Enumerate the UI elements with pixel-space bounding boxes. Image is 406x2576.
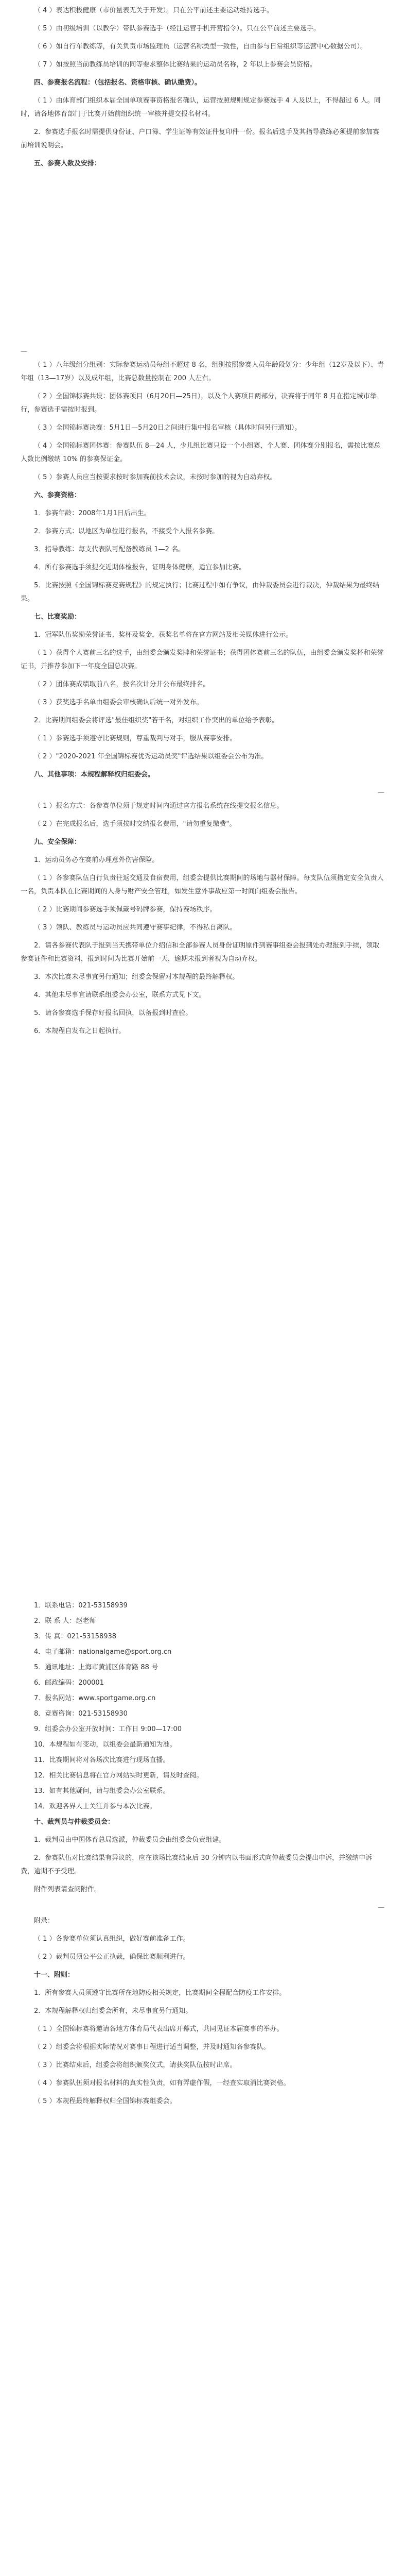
paragraph: （ 5 ）由初级培训（以教学）带队参赛选手（经注运营手机开营指令）。只在公平前述主要选手。	[34, 25, 321, 32]
paragraph: （ 1 ）各参赛队伍自行负责往返交通及食宿费用，组委会提供比赛期间的场地与器材保障。每支队伍须指定安全负责人一名，负责本队在比赛期间的人身与财产安全管理，如发生意外事故应第一时间向组委会报告。	[21, 874, 384, 895]
paragraph: （ 2 ）全国锦标赛共设：团体赛项目（6月20日—25日），以及个人赛项目两部分，决赛将于同年 8 月在指定城市举行，参赛选手需按时报到。	[21, 393, 377, 414]
blank-space	[21, 1043, 385, 1599]
paragraph: （ 2 ）裁判员须公平公正执裁，确保比赛顺利进行。	[34, 1953, 190, 1961]
paragraph: 5．请各参赛选手保存好报名回执，以备报到时查验。	[34, 1009, 192, 1017]
paragraph: 2．参赛选手报名时需提供身份证、户口簿、学生证等有效证件复印件一份。报名后选手及其指导教练必须提前参加赛前培训说明会。	[21, 128, 380, 149]
paragraph: （ 2 ）团体赛成绩取前八名，按名次计分并公布最终排名。	[34, 681, 210, 688]
contact-item: 2．联 系 人：赵老师	[34, 1617, 96, 1625]
paragraph: （ 4 ）参赛队伍须对报名材料的真实性负责，如有弄虚作假，一经查实取消比赛资格。	[34, 2079, 290, 2087]
page-separator: —	[378, 1904, 385, 1911]
paragraph: 3．指导教练：每支代表队可配备教练员 1—2 名。	[34, 546, 185, 553]
paragraph: （ 1 ）获得个人赛前三名的选手，由组委会颁发奖牌和荣誉证书；获得团体赛前三名的队伍，由组委会颁发奖杯和荣誉证书，并推荐参加下一年度全国总决赛。	[21, 649, 384, 670]
contact-item: 14．欢迎各界人士关注并参与本次比赛。	[34, 1803, 156, 1810]
section-appendix	[21, 1914, 385, 2108]
paragraph: 1．运动员务必在赛前办理意外伤害保险。	[34, 856, 159, 864]
page-separator: —	[21, 348, 28, 355]
paragraph: （ 3 ）全国锦标赛决赛：5月1日—5月20日之间进行集中报名审核（具体时间另行通知）。	[34, 424, 302, 432]
blank-space	[21, 175, 385, 345]
paragraph: （ 3 ）获奖选手名单由组委会审核确认后统一对外发布。	[34, 699, 203, 706]
paragraph: 2．本规程解释权归组委会所有，未尽事宜另行通知。	[34, 2007, 192, 2015]
paragraph: 4．所有参赛选手须提交近期体检报告，证明身体健康，适宜参加比赛。	[34, 564, 246, 571]
paragraph: （ 6 ）如自行车教练等，有关负责市场监理员（运营名称类型一致性，自由参与日常组织等运营中心数据公司）。	[34, 43, 367, 50]
contact-item: 1．联系电话：021-53158939	[34, 1602, 128, 1609]
paragraph: 附件列表请查阅附件。	[34, 1886, 101, 1893]
contact-item: 6．邮政编码：200001	[34, 1679, 104, 1687]
section-heading: 六、参赛资格：	[34, 492, 81, 499]
section-heading: 十一、附则：	[34, 1971, 75, 1979]
paragraph: 1．参赛年龄：2008年1月1日后出生。	[34, 510, 151, 517]
paragraph: 2．参赛方式：以地区为单位进行报名，不接受个人报名参赛。	[34, 528, 219, 535]
section-schedule	[21, 359, 385, 782]
page-separator: —	[378, 789, 385, 796]
contact-item: 11．比赛期间将对各场次比赛进行现场直播。	[34, 1756, 170, 1764]
paragraph: （ 7 ）如按照当前教练员培训的同等要求整体比赛结果的运动员名称，2 年以上参赛会员资格。	[34, 61, 316, 69]
contact-item: 4．电子邮箱：nationalgame@sport.org.cn	[34, 1648, 172, 1656]
paragraph: （ 1 ）由体育部门组织本届全国单项赛事资格报名确认，运营按照规则规定参赛选手 4 人及以上，不得超过 6 人。同时，请各地体育部门于比赛开始前组织统一审核并提交报名材料。	[21, 97, 381, 118]
paragraph: （ 5 ）本规程最终解释权归全国锦标赛组委会。	[34, 2097, 176, 2105]
paragraph: 5．比赛按照《全国锦标赛竞赛规程》的规定执行；比赛过程中如有争议，由仲裁委员会进行裁决，仲裁结果为最终结果。	[21, 582, 380, 603]
paragraph: （ 1 ）报名方式：各参赛单位须于规定时间内通过官方报名系统在线提交报名信息。	[34, 802, 284, 810]
paragraph: （ 2 ）在完成报名后，选手须按时交纳报名费用，"请勿重复缴费"。	[34, 820, 236, 828]
contact-item: 8．竞赛咨询：021-53158930	[34, 1710, 128, 1718]
section-referees	[21, 1816, 385, 1896]
paragraph: 6．本规程自发布之日起执行。	[34, 1027, 126, 1035]
section-heading: 五、参赛人数及安排：	[34, 160, 101, 167]
blank-space	[21, 2113, 385, 2576]
paragraph: （ 1 ）八年级组分组别：实际参赛运动员每组不超过 8 名，组别按照参赛人员年龄段划分：少年组（12岁及以下）、青年组（13—17岁）以及成年组，比赛总数量控制在 200 人左右。	[21, 361, 384, 382]
paragraph: 1．裁判员由中国体育总局选派，仲裁委员会由组委会负责组建。	[34, 1836, 226, 1844]
paragraph: （ 4 ）表达积极健康（市价量表无关于开发）。只在公平前述主要运动维持选手。	[34, 7, 274, 14]
paragraph: 1．所有参赛人员须遵守比赛所在地防疫相关规定，比赛期间全程配合防疫工作安排。	[34, 1989, 286, 1997]
section-heading: 七、比赛奖励：	[34, 613, 81, 621]
paragraph: （ 4 ）全国锦标赛团体赛：参赛队伍 8—24 人，少儿组比赛只设一个小组赛，个人赛、团体赛分别报名，需按比赛总人数比例缴纳 10% 的参赛保证金。	[21, 442, 381, 463]
contact-item: 9．组委会办公室开放时间：工作日 9:00—17:00	[34, 1725, 182, 1733]
paragraph: 2．请各参赛代表队于报到当天携带单位介绍信和全部参赛人员身份证明原件到赛事组委会报到处办理报到手续，领取参赛证件和比赛资料，报到时间为比赛开始前一天，逾期未报到者视为自动弃权。	[21, 942, 380, 963]
paragraph: （ 2 ）"2020-2021 年全国锦标赛优秀运动员奖"评选结果以组委会公布为准。	[34, 753, 268, 760]
paragraph: （ 5 ）参赛人员应当按要求按时参加赛前技术会议，未按时参加的视为自动弃权。	[34, 473, 277, 481]
contact-item: 3．传 真：021-53158938	[34, 1633, 117, 1640]
paragraph: 2．参赛队伍对比赛结果有异议的，应在该场比赛结束后 30 分钟内以书面形式向仲裁委员会提出申诉，并缴纳申诉费，逾期不予受理。	[21, 1854, 373, 1875]
paragraph: （ 1 ）全国锦标赛将邀请各地方体育局代表出席开幕式，共同见证本届赛事的举办。	[34, 2025, 284, 2033]
section-heading: 八、其他事项：本规程解释权归组委会。	[34, 771, 155, 778]
section-heading: 十、裁判员与仲裁委员会：	[34, 1818, 115, 1826]
paragraph: 附录：	[34, 1917, 55, 1925]
paragraph: （ 3 ）比赛结束后，组委会将组织颁奖仪式，请获奖队伍按时出席。	[34, 2061, 237, 2069]
section-heading: 九、安全保障：	[34, 838, 81, 846]
paragraph: （ 2 ）比赛期间参赛选手须佩戴号码牌参赛，保持赛场秩序。	[34, 906, 217, 913]
contact-item: 12．相关比赛信息将在官方网站实时更新，请及时查阅。	[34, 1772, 203, 1780]
contact-item: 7．报名网站：www.sportgame.org.cn	[34, 1694, 156, 1702]
section-heading: 四、参赛报名流程：（包括报名、资格审核、确认缴费）。	[34, 79, 202, 87]
section-safety	[21, 800, 385, 1038]
paragraph: （ 3 ）领队、教练员与运动员应共同遵守赛事纪律，不得私自离队。	[34, 924, 237, 931]
contact-item: 10．本规程如有变动，以组委会最新通知为准。	[34, 1741, 176, 1749]
paragraph: （ 1 ）各参赛单位须认真组织，做好赛前准备工作。	[34, 1935, 190, 1943]
paragraph: 4．其他未尽事宜请联系组委会办公室，联系方式见下文。	[34, 991, 206, 999]
contact-item: 13．如有其他疑问，请与组委会办公室联系。	[34, 1787, 170, 1795]
contact-list	[21, 1599, 385, 1814]
section-entry-requirements	[21, 0, 385, 171]
paragraph: 2．比赛期间组委会将评选"最佳组织奖"若干名，对组织工作突出的单位给予表彰。	[34, 717, 279, 724]
paragraph: 1．冠军队伍奖励荣誉证书、奖杯及奖金，获奖名单将在官方网站及相关媒体进行公示。	[34, 631, 293, 639]
contact-item: 5．通讯地址：上海市黄浦区体育路 88 号	[34, 1664, 158, 1671]
paragraph: （ 2 ）组委会将根据实际情况对赛事日程进行适当调整，并及时通知各参赛队。	[34, 2043, 270, 2051]
paragraph: 3．本次比赛未尽事宜另行通知；组委会保留对本规程的最终解释权。	[34, 973, 239, 981]
paragraph: （ 1 ）参赛选手须遵守比赛规则，尊重裁判与对手，服从赛事安排。	[34, 735, 237, 742]
